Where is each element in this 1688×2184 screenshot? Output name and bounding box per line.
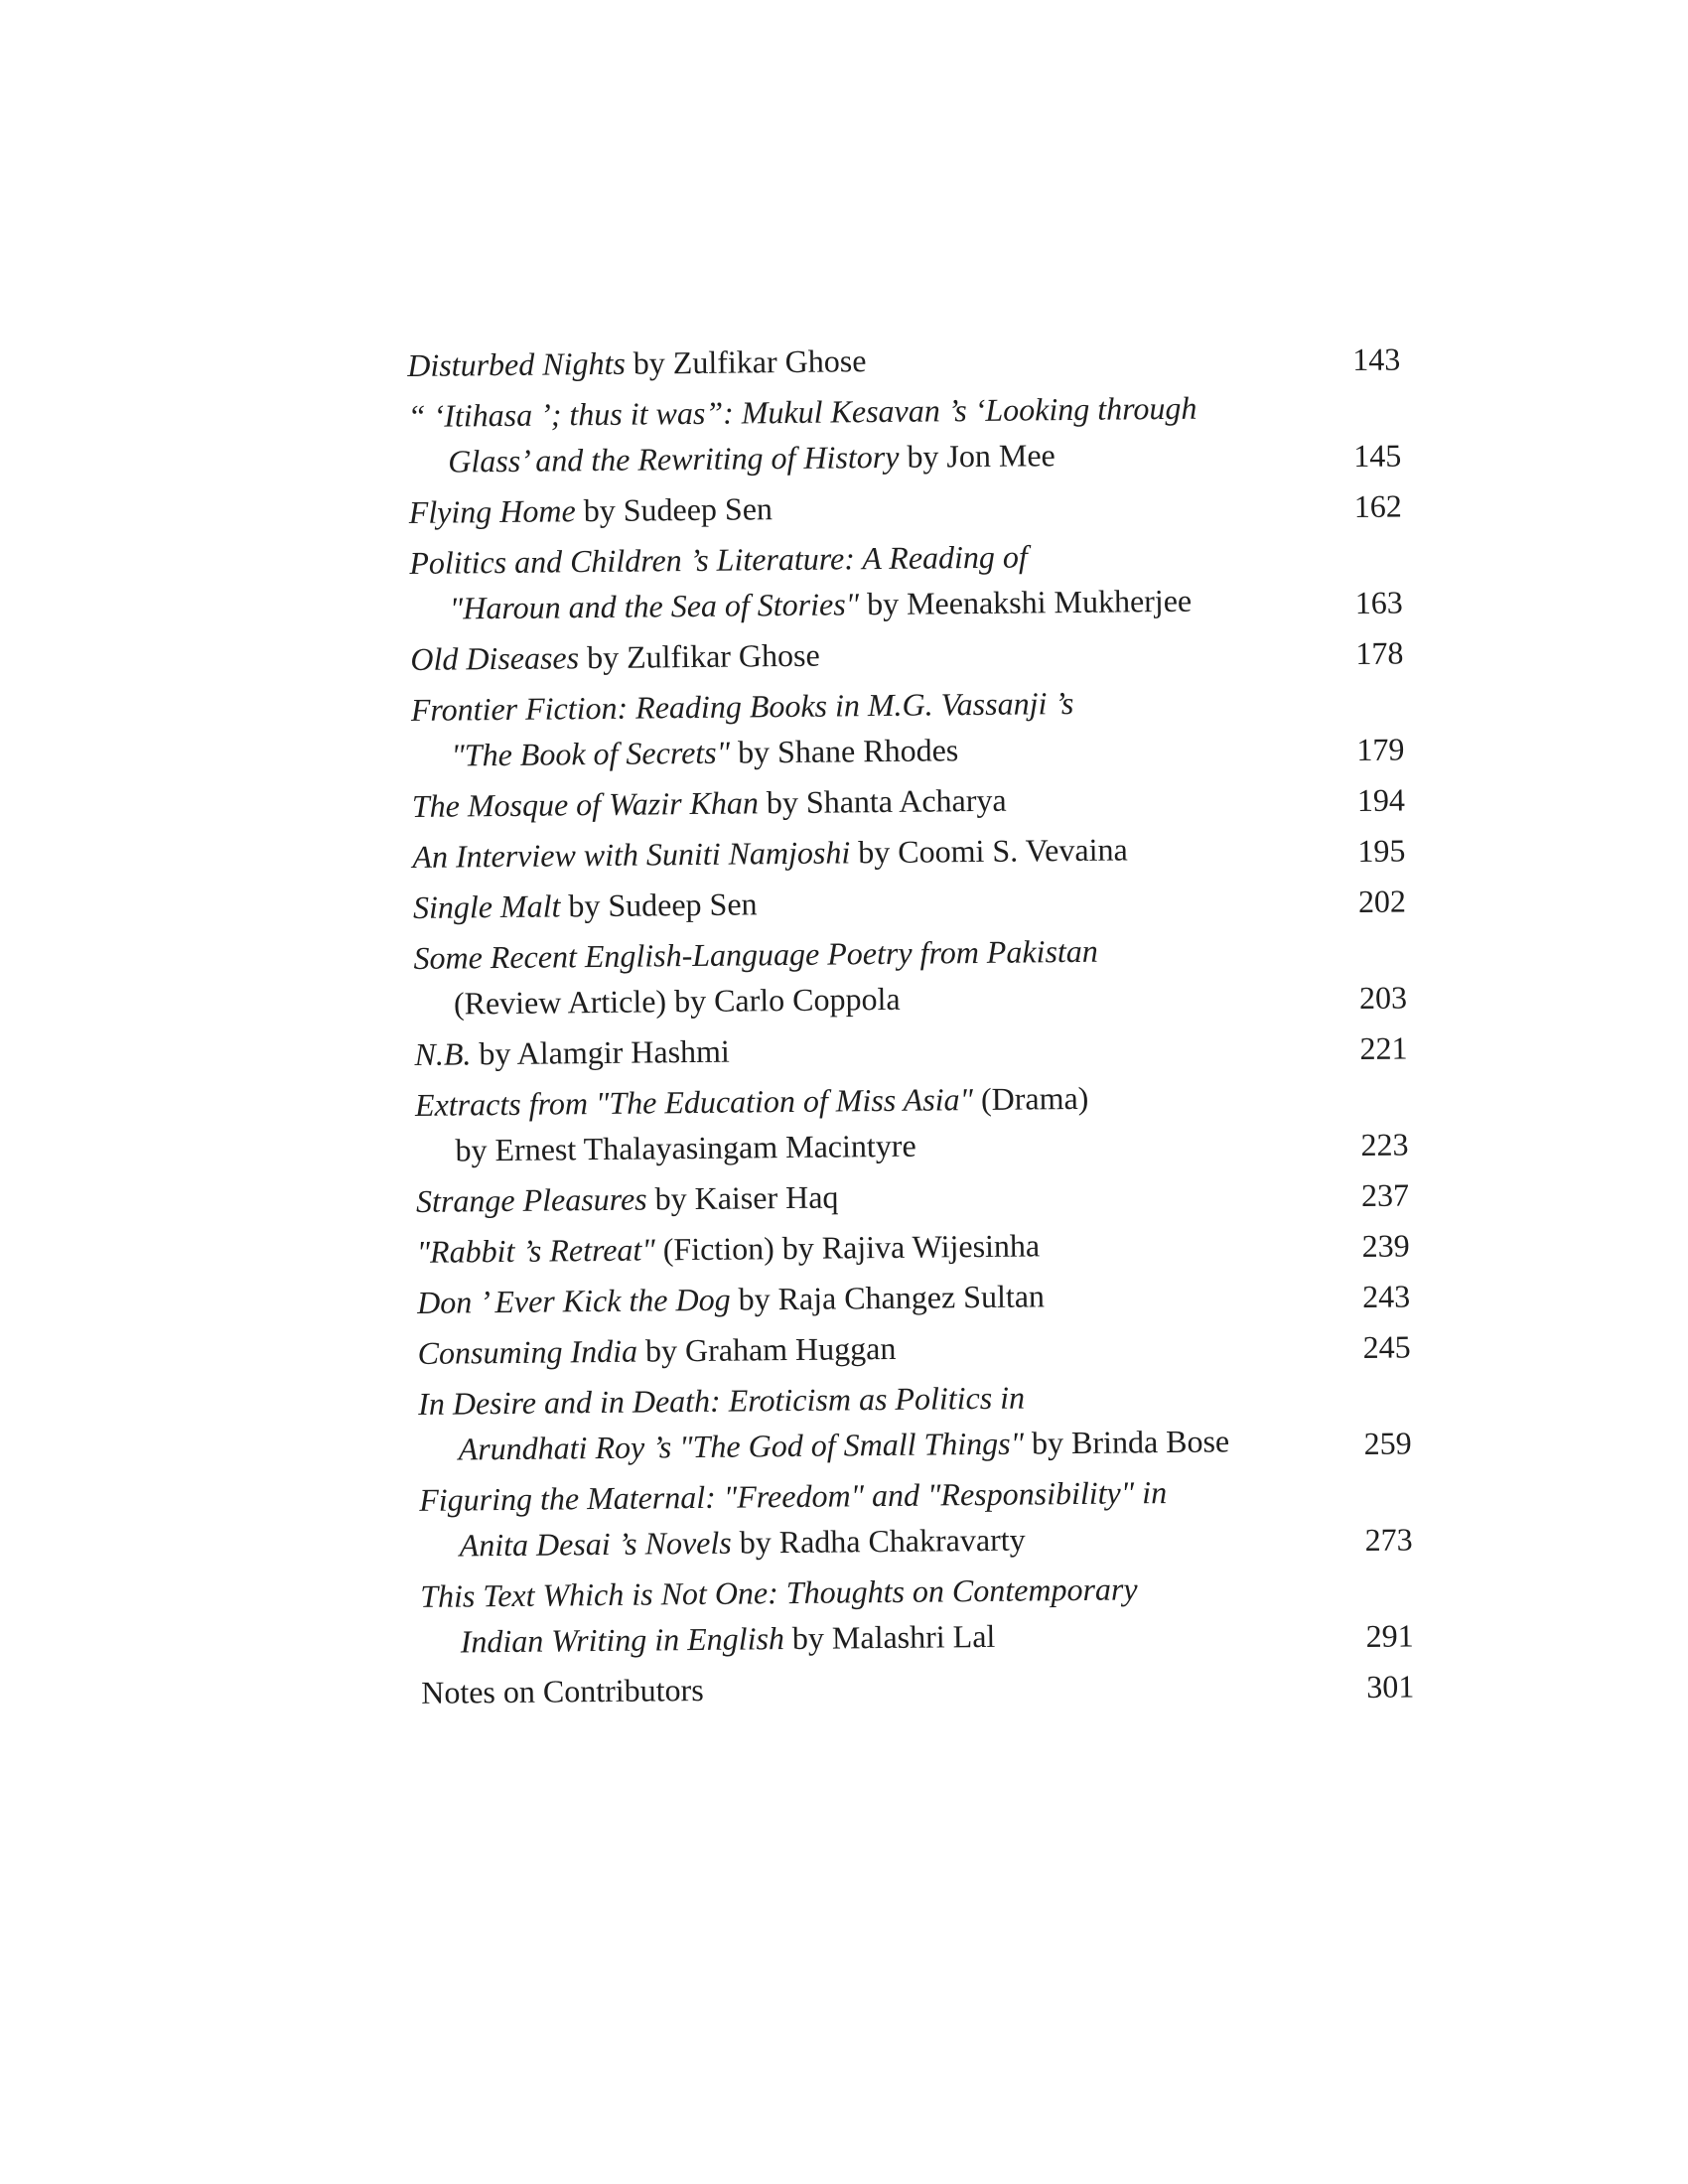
toc-entry-text bbox=[421, 1661, 1295, 1715]
toc-entry bbox=[418, 1370, 1412, 1471]
toc-entry bbox=[413, 924, 1407, 1025]
toc-entry-text bbox=[415, 1073, 1290, 1173]
toc-entry bbox=[407, 333, 1400, 388]
toc-entry-text bbox=[416, 1169, 1290, 1224]
toc-entry-line bbox=[421, 1661, 1295, 1715]
toc-entry-text bbox=[419, 1468, 1294, 1569]
toc-entry-text bbox=[420, 1565, 1295, 1665]
entry-title: Frontier Fiction: Reading Books in M.G. Vassanji ’s bbox=[410, 684, 1074, 728]
entry-title: In Desire and in Death: Eroticism as Politics in bbox=[418, 1379, 1026, 1422]
toc-entry-text bbox=[417, 1271, 1291, 1325]
toc-entry bbox=[421, 1659, 1414, 1714]
page-number: 223 bbox=[1360, 1126, 1409, 1162]
entry-byline: by Zulfikar Ghose bbox=[578, 636, 820, 676]
toc-entry bbox=[414, 1021, 1407, 1076]
entry-title: Consuming India bbox=[417, 1332, 638, 1371]
table-of-contents bbox=[407, 333, 1414, 1720]
entry-title: Strange Pleasures bbox=[415, 1180, 647, 1219]
entry-title: Glass’ and the Rewriting of History bbox=[448, 438, 900, 479]
entry-byline: by Malashri Lal bbox=[783, 1617, 996, 1657]
entry-title: This Text Which is Not One: Thoughts on Contemporary bbox=[420, 1570, 1138, 1614]
toc-entry-text bbox=[410, 627, 1284, 682]
toc-entry-text bbox=[416, 1220, 1290, 1275]
entry-title: Anita Desai ’s Novels bbox=[459, 1524, 732, 1564]
entry-byline: by Coomi S. Vevaina bbox=[850, 831, 1128, 871]
entry-title: Extracts from "The Education of Miss Asia" bbox=[414, 1081, 974, 1123]
page-number: 239 bbox=[1361, 1227, 1410, 1264]
toc-entry-text bbox=[412, 774, 1286, 829]
page-number: 221 bbox=[1359, 1029, 1408, 1066]
toc-entry-continuation-line bbox=[420, 1610, 1294, 1665]
toc-entry-line bbox=[417, 1271, 1291, 1325]
entry-byline: (Fiction) by Rajiva Wijesinha bbox=[654, 1227, 1041, 1268]
entry-title: The Mosque of Wazir Khan bbox=[411, 784, 760, 824]
toc-entry-line bbox=[409, 480, 1283, 535]
toc-entry-text bbox=[414, 1023, 1288, 1077]
toc-entry bbox=[409, 530, 1403, 631]
page-number: 178 bbox=[1355, 634, 1404, 672]
page-number: 273 bbox=[1364, 1521, 1413, 1558]
toc-entry-text bbox=[409, 480, 1283, 535]
toc-entry-text bbox=[417, 1321, 1291, 1376]
page-number: 202 bbox=[1357, 883, 1407, 919]
page-number: 245 bbox=[1362, 1328, 1411, 1365]
page-number: 259 bbox=[1363, 1425, 1412, 1461]
entry-byline: by Meenakshi Mukherjee bbox=[858, 582, 1193, 622]
entry-byline: by Ernest Thalayasingam Macintyre bbox=[455, 1127, 916, 1168]
toc-entry-text bbox=[408, 384, 1283, 484]
toc-entry bbox=[417, 1269, 1410, 1324]
toc-entry bbox=[411, 677, 1405, 778]
toc-entry-line bbox=[408, 384, 1282, 439]
entry-title: Indian Writing in English bbox=[460, 1620, 785, 1660]
toc-entry-text bbox=[409, 531, 1284, 631]
entry-title: "Haroun and the Sea of Stories" bbox=[449, 586, 860, 626]
toc-entry-text bbox=[413, 876, 1287, 930]
page-number: 179 bbox=[1356, 731, 1405, 768]
entry-title: Disturbed Nights bbox=[407, 344, 626, 383]
toc-entry-continuation-line bbox=[415, 1119, 1289, 1173]
entry-byline: by Graham Huggan bbox=[636, 1329, 897, 1369]
toc-entry-line bbox=[413, 876, 1287, 930]
entry-title: Politics and Children ’s Literature: A Reading of bbox=[409, 538, 1028, 581]
page-number: 143 bbox=[1352, 341, 1401, 378]
toc-entry-continuation-line bbox=[418, 1418, 1292, 1472]
toc-entry bbox=[409, 479, 1402, 535]
entry-title: "The Book of Secrets" bbox=[451, 734, 731, 773]
toc-entry bbox=[412, 824, 1405, 880]
page-number: 237 bbox=[1360, 1176, 1410, 1213]
entry-byline: Notes on Contributors bbox=[421, 1671, 704, 1710]
toc-entry-continuation-line bbox=[414, 972, 1288, 1026]
entry-byline: by Alamgir Hashmi bbox=[471, 1032, 730, 1072]
toc-entry-continuation-line bbox=[408, 430, 1282, 484]
toc-entry bbox=[415, 1071, 1409, 1172]
toc-entry bbox=[412, 773, 1405, 829]
toc-entry-line bbox=[414, 1023, 1288, 1077]
entry-byline: by Shanta Acharya bbox=[758, 781, 1007, 821]
entry-title: N.B. bbox=[414, 1035, 472, 1072]
entry-title: Don ’ Ever Kick the Dog bbox=[416, 1281, 731, 1320]
entry-title: Flying Home bbox=[408, 492, 576, 530]
entry-title: "Rabbit ’s Retreat" bbox=[416, 1231, 655, 1270]
toc-entry-text bbox=[411, 678, 1286, 778]
toc-entry-text bbox=[413, 926, 1288, 1026]
entry-title: “ ‘Itihasa ’; thus it was”: Mukul Kesavan ’s ‘Looking through bbox=[407, 389, 1197, 434]
page-number: 203 bbox=[1358, 979, 1408, 1016]
entry-byline: (Review Article) by Carlo Coppola bbox=[453, 980, 901, 1022]
toc-entry-line bbox=[410, 627, 1284, 682]
toc-entry bbox=[410, 626, 1403, 682]
toc-entry bbox=[420, 1563, 1414, 1664]
entry-byline: by Zulfikar Ghose bbox=[625, 342, 867, 381]
toc-entry-line bbox=[412, 825, 1286, 880]
entry-byline: by Brinda Bose bbox=[1023, 1423, 1230, 1461]
entry-byline: by Radha Chakravarty bbox=[731, 1521, 1026, 1561]
entry-byline: by Shane Rhodes bbox=[729, 732, 959, 770]
entry-byline: by Jon Mee bbox=[899, 437, 1055, 475]
toc-entry-continuation-line bbox=[410, 577, 1284, 631]
page-number: 162 bbox=[1353, 487, 1402, 525]
toc-entry bbox=[417, 1319, 1410, 1375]
page-number: 195 bbox=[1357, 832, 1406, 870]
entry-byline: by Sudeep Sen bbox=[575, 490, 774, 529]
page-number: 163 bbox=[1354, 584, 1403, 621]
toc-entry bbox=[416, 1218, 1409, 1274]
page-number: 243 bbox=[1361, 1278, 1411, 1314]
page-number: 145 bbox=[1353, 437, 1402, 475]
entry-title: Old Diseases bbox=[410, 639, 580, 677]
toc-entry-continuation-line bbox=[419, 1514, 1293, 1569]
page-number: 194 bbox=[1356, 781, 1406, 819]
toc-entry-line bbox=[416, 1169, 1290, 1224]
entry-byline: by Sudeep Sen bbox=[560, 886, 758, 924]
toc-entry-text bbox=[418, 1372, 1293, 1472]
toc-entry-line bbox=[419, 1468, 1293, 1523]
page-number: 301 bbox=[1366, 1668, 1415, 1705]
entry-title: Some Recent English-Language Poetry from Pakistan bbox=[413, 932, 1098, 976]
toc-entry bbox=[408, 383, 1402, 484]
entry-byline: by Raja Changez Sultan bbox=[730, 1278, 1046, 1317]
toc-entry-text bbox=[412, 825, 1286, 880]
entry-byline: by Kaiser Haq bbox=[646, 1178, 839, 1217]
entry-title: Single Malt bbox=[412, 887, 561, 925]
toc-entry-line bbox=[416, 1220, 1290, 1275]
toc-entry-line bbox=[412, 774, 1286, 829]
entry-title: An Interview with Suniti Namjoshi bbox=[412, 834, 851, 875]
page-number: 291 bbox=[1365, 1617, 1414, 1654]
toc-entry-line bbox=[407, 334, 1281, 388]
entry-title: Arundhati Roy ’s "The God of Small Things" bbox=[458, 1425, 1025, 1467]
toc-entry bbox=[413, 874, 1406, 929]
entry-title: Figuring the Maternal: "Freedom" and "Responsibility" in bbox=[419, 1474, 1168, 1518]
entry-byline: (Drama) bbox=[972, 1079, 1089, 1118]
toc-entry-line bbox=[417, 1321, 1291, 1376]
toc-entry bbox=[416, 1167, 1409, 1223]
toc-entry bbox=[419, 1466, 1413, 1568]
toc-entry-text bbox=[407, 334, 1281, 388]
toc-entry-continuation-line bbox=[411, 724, 1285, 778]
